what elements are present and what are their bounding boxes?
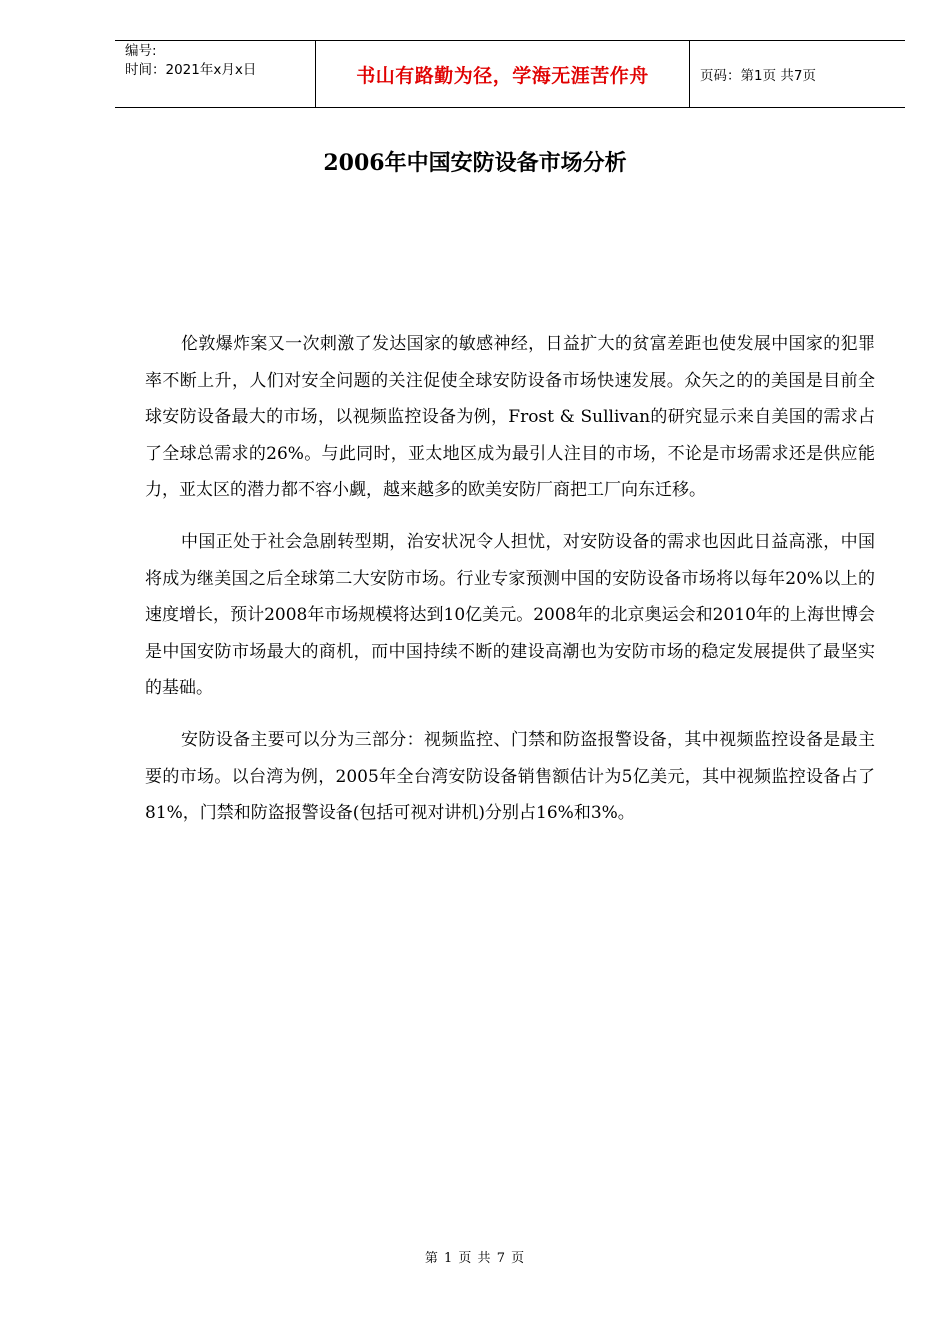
motto-text: 书山有路勤为径，学海无涯苦作舟: [356, 64, 649, 87]
date-label: 时间：2021年x月x日: [125, 62, 257, 78]
page-footer: 第 1 页 共 7 页: [424, 1251, 526, 1266]
header-motto-cell: [316, 41, 690, 107]
header-meta-cell: [115, 41, 316, 107]
document-body: [145, 326, 875, 847]
page-header: [115, 40, 905, 108]
document-title: 2006年中国安防设备市场分析: [323, 150, 627, 176]
serial-number-label: 编号:: [125, 43, 157, 59]
paragraph: 安防设备主要可以分为三部分：视频监控、门禁和防盗报警设备，其中视频监控设备是最主要的市场。以台湾为例，2005年全台湾安防设备销售额估计为5亿美元，其中视频监控设备占了81%，门禁和防盗报警设备(包括可视对讲机)分别占16%和3%。: [145, 729, 875, 824]
header-page-cell: [690, 41, 905, 107]
header-page-info: 页码：第1页 共7页: [700, 68, 816, 84]
paragraph: 中国正处于社会急剧转型期，治安状况令人担忧，对安防设备的需求也因此日益高涨，中国将成为继美国之后全球第二大安防市场。行业专家预测中国的安防设备市场将以每年20%以上的速度增长，预计2008年市场规模将达到10亿美元。2008年的北京奥运会和2010年的上海世博会是中国安防市场最大的商机，而中国持续不断的建设高潮也为安防市场的稳定发展提供了最坚实的基础。: [145, 531, 875, 699]
paragraph: 伦敦爆炸案又一次刺激了发达国家的敏感神经，日益扩大的贫富差距也使发展中国家的犯罪率不断上升，人们对安全问题的关注促使全球安防设备市场快速发展。众矢之的的美国是目前全球安防设备最大的市场，以视频监控设备为例，Frost & Sullivan的研究显示来自美国的需求占了全球总需求的26%。与此同时，亚太地区成为最引人注目的市场，不论是市场需求还是供应能力，亚太区的潜力都不容小觑，越来越多的欧美安防厂商把工厂向东迁移。: [145, 334, 875, 501]
